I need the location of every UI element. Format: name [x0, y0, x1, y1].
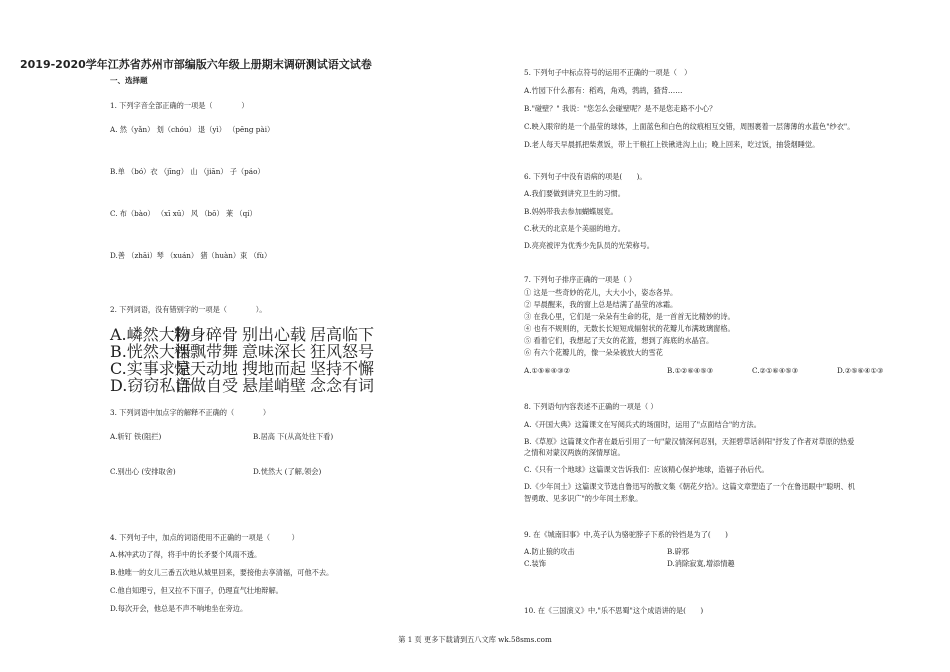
- q7-sentence-6: ⑥ 有六个花瓣儿的，像一朵朵被放大的雪花: [524, 348, 663, 357]
- q7-sentence-4: ④ 也有不规则的，无数长长短短成辐射状的花瓣儿布满玻璃窗格。: [524, 324, 735, 333]
- q9-option-d[interactable]: D.消除寂寞,增添情趣: [667, 559, 735, 568]
- q8-option-b-cont: 之情和对蒙汉两族的深情厚谊。: [524, 448, 625, 457]
- q7-sentence-5: ⑤ 看着它们，我想起了天女的花篮，想到了海底的水晶宫。: [524, 336, 714, 345]
- q2-d4: 念念有词: [310, 376, 375, 395]
- q5-option-c[interactable]: C.映入眼帘的是一个晶莹的球体，上面蓝色和白色的纹痕相互交错，周围裹着一层薄薄的水蓝色"纱衣"。: [524, 122, 855, 131]
- q3-option-b[interactable]: B.居高 下(从高处往下看): [253, 432, 334, 441]
- q6-option-a[interactable]: A.我们要做到讲究卫生的习惯。: [524, 189, 625, 198]
- q7-option-d[interactable]: D.②⑤⑥④①③: [837, 366, 884, 375]
- q4-option-c[interactable]: C.他自知理亏，但又拉不下面子，仍理直气壮地辩解。: [110, 586, 283, 595]
- page-title: 2019-2020学年江苏省苏州市部编版六年级上册期末调研测试语文试卷: [20, 58, 372, 71]
- q7-stem: 7. 下列句子排序正确的一项是（ ）: [524, 275, 637, 284]
- q6-option-c[interactable]: C.秋天的北京是个美丽的地方。: [524, 224, 625, 233]
- q2-c1[interactable]: C.实事求是: [110, 359, 191, 378]
- q4-option-a[interactable]: A.林冲武功了得，将手中的长矛要个风雨不透。: [110, 550, 262, 559]
- q2-c4: 坚持不懈: [310, 359, 375, 378]
- q9-stem: 9. 在《城南旧事》中,英子认为骆驼脖子下系的铃铛是为了( ): [524, 530, 728, 539]
- q6-stem: 6. 下列句子中没有语病的项是( )。: [524, 172, 647, 181]
- page-footer: 第 1 页 更多下载请到五八文库 wk.58sms.com: [398, 635, 552, 644]
- q2-b3: 意味深长: [242, 342, 307, 361]
- q7-option-a[interactable]: A.①⑤⑥④③②: [524, 366, 571, 375]
- q2-a3: 别出心载: [242, 325, 307, 344]
- q6-option-d[interactable]: D.亮亮被评为优秀少先队员的光荣称号。: [524, 241, 654, 250]
- q8-stem: 8. 下列语句内容表述不正确的一项是（ ）: [524, 402, 658, 411]
- q7-option-c[interactable]: C.②①⑥④⑤③: [752, 366, 799, 375]
- q1-stem: 1. 下列字音全部正确的一项是（ ）: [110, 101, 249, 110]
- q1-option-b[interactable]: B.单 （bó）衣 （jīng） 山 （jiān） 子（páo）: [110, 167, 265, 176]
- q2-options: [110, 322, 505, 395]
- q8-option-c[interactable]: C.《只有一个地球》这篇课文告诉我们：应该精心保护地球，造福子孙后代。: [524, 465, 769, 474]
- q7-option-b[interactable]: B.①②⑥④⑤③: [667, 366, 714, 375]
- q2-d1[interactable]: D.窃窃私语: [110, 376, 192, 395]
- q3-option-a[interactable]: A.斩钉 铁(阻拦): [110, 432, 162, 441]
- q2-a2: 粉身碎骨: [174, 325, 239, 344]
- q5-option-d[interactable]: D.老人每天早晨抓把柴煮饭，带上干粮扛上铁锹进沟上山；晚上回来，吃过饭，抽袋烟睡觉。: [524, 140, 820, 149]
- q9-option-a[interactable]: A.防止狼的攻击: [524, 547, 575, 556]
- q4-stem: 4. 下列句子中，加点的词语使用不正确的一项是（ ）: [110, 533, 299, 542]
- q2-d3: 悬崖峭壁: [242, 376, 307, 395]
- q2-c2: 惊天动地: [174, 359, 239, 378]
- q5-option-a[interactable]: A.竹园下什么都有：稻鸡，角鸡，鹁鸪，猹背……: [524, 86, 683, 95]
- q9-option-c[interactable]: C.装饰: [524, 559, 546, 568]
- q8-option-d[interactable]: D.《少年闰土》这篇课文节选自鲁迅写的散文集《朝花夕拾》。这篇文章塑造了一个在鲁迅眼中"聪明、机: [524, 482, 855, 491]
- q2-a1[interactable]: A.嶙然大物: [110, 325, 191, 344]
- q5-option-b[interactable]: B."碰壁？" 我说："您怎么会碰壁呢？是不是您走路不小心？: [524, 104, 717, 113]
- q2-c3: 搜地而起: [242, 359, 307, 378]
- q2-b4: 狂风怒号: [310, 342, 375, 361]
- q2-stem: 2. 下列词语，没有错别字的一项是（ ）。: [110, 305, 267, 314]
- q1-option-d[interactable]: D.善 （zhāi）琴 （xuán） 猪（huàn）束 （fù）: [110, 251, 272, 260]
- q8-option-d-cont: 智勇敢、见多识广"的少年闰土形象。: [524, 494, 643, 503]
- q7-sentence-1: ① 这是一些奇妙的花儿，大大小小，姿态各异。: [524, 288, 678, 297]
- q8-option-b[interactable]: B.《草原》这篇课文作者在最后引用了一句"蒙汉情深何忍别，天涯碧草话斜阳"抒发了作者对草原的热爱: [524, 437, 855, 446]
- q3-stem: 3. 下列词语中加点字的解释不正确的（ ）: [110, 408, 271, 417]
- q2-a4: 居高临下: [310, 325, 375, 344]
- q6-option-b[interactable]: B.妈妈带我去参加蝴蝶展览。: [524, 207, 618, 216]
- q2-b1[interactable]: B.恍然大悟: [110, 342, 191, 361]
- q3-option-c[interactable]: C.别出心 (安排取舍): [110, 467, 176, 476]
- q8-option-a[interactable]: A.《开国大典》这篇课文在写阅兵式的场面时，运用了"点面结合"的方法。: [524, 420, 761, 429]
- q5-stem: 5. 下列句子中标点符号的运用不正确的一项是（ ）: [524, 68, 692, 77]
- q4-option-d[interactable]: D.每次开会，他总是不声不响地坐在旁边。: [110, 604, 248, 613]
- q9-option-b[interactable]: B.辟邪: [667, 547, 689, 556]
- q2-d2: 自做自受: [174, 376, 239, 395]
- q1-option-c[interactable]: C. 布（bào） （xī xū） 风 （bō） 莱 （qí）: [110, 209, 257, 218]
- q1-option-a[interactable]: A. 然（yǎn） 划（chóu） 退（yì） （pēng pài）: [110, 125, 275, 134]
- q7-sentence-3: ③ 在我心里，它们是一朵朵有生命的花，是一首首无比精妙的诗。: [524, 312, 735, 321]
- q4-option-b[interactable]: B.他唯一的女儿三番五次地从城里回来，要接他去享清福，可他不去。: [110, 568, 334, 577]
- q7-sentence-2: ② 早晨醒来，我的窗上总是结满了晶莹的冰霜。: [524, 300, 678, 309]
- q10-stem: 10. 在《三国演义》中,"乐不思蜀"这个成语讲的是( ): [524, 606, 704, 615]
- q2-b2: 裸飘带舞: [174, 342, 239, 361]
- q3-option-d[interactable]: D.恍然大 (了解,领会): [253, 467, 322, 476]
- section-heading: 一、选择题: [110, 76, 148, 85]
